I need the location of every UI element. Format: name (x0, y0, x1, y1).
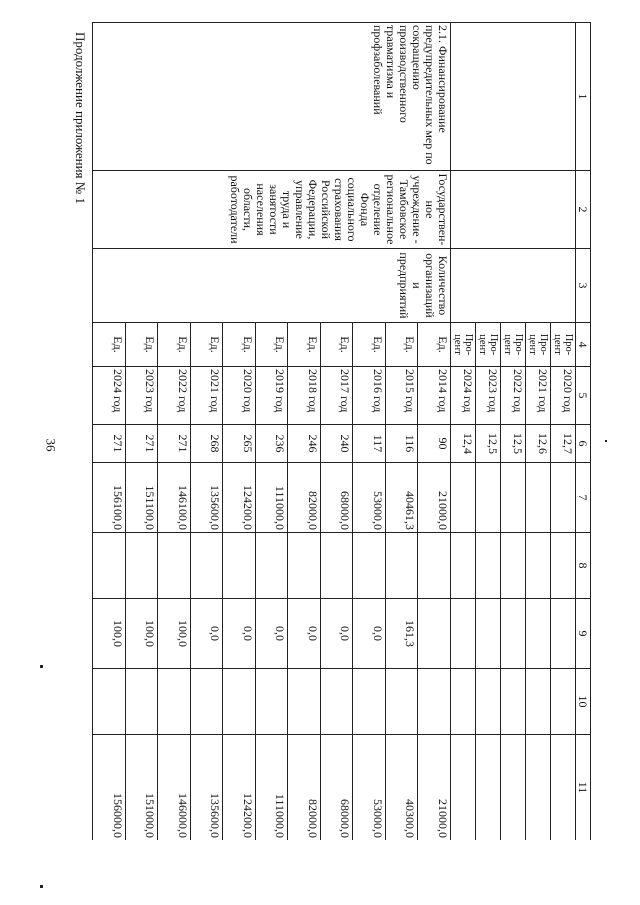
count-cell: 90 (418, 425, 451, 463)
indicator-cell: Количество организаций и предприятий (93, 249, 451, 323)
unit-cell: Ед. (288, 323, 321, 367)
count-cell: 271 (125, 425, 158, 463)
unit-cell: Ед. (320, 323, 353, 367)
unit-cell: Ед. (190, 323, 223, 367)
value-cell: 156000,0 (93, 735, 126, 841)
blank-cell (551, 599, 576, 669)
value-cell (158, 669, 191, 735)
value-cell: 161,3 (385, 599, 418, 669)
year-cell: 2015 год (385, 367, 418, 425)
scan-speck (40, 885, 43, 888)
year-cell: 2024 год (93, 367, 126, 425)
value-cell (93, 669, 126, 735)
unit-cell: Ед. (93, 323, 126, 367)
value-cell: 0,0 (353, 599, 386, 669)
year-cell: 2014 год (418, 367, 451, 425)
col-num: 2 (576, 171, 591, 249)
value-cell (385, 533, 418, 599)
value-cell: 68000,0 (320, 735, 353, 841)
value-cell: 151100,0 (125, 463, 158, 533)
measure-name-cell: 2.1. Финансирование предупредительных мер по сокращению производственного травматизма и профзаболеваний (93, 23, 451, 171)
blank-cell (451, 599, 476, 669)
value-cell: 0,0 (190, 599, 223, 669)
value-cell: 53000,0 (353, 735, 386, 841)
value-cell: 124200,0 (223, 463, 256, 533)
year-cell: 2023 год (125, 367, 158, 425)
value-cell: 0,0 (223, 599, 256, 669)
col-num: 10 (576, 669, 591, 735)
year-cell: 2023 год (476, 367, 501, 425)
blank-cell (501, 669, 526, 735)
unit-cell: Ед. (418, 323, 451, 367)
unit-cell: Про-цент (526, 323, 551, 367)
value-cell: 12,5 (476, 425, 501, 463)
count-cell: 246 (288, 425, 321, 463)
rotated-table-frame (92, 22, 591, 840)
percent-row (551, 23, 576, 841)
value-cell: 12,6 (526, 425, 551, 463)
blank-cell (476, 533, 501, 599)
count-cell: 265 (223, 425, 256, 463)
year-cell: 2022 год (158, 367, 191, 425)
blank-cell (501, 599, 526, 669)
blank-cell (551, 735, 576, 841)
value-cell: 146000,0 (158, 735, 191, 841)
value-cell: 12,5 (501, 425, 526, 463)
year-cell: 2017 год (320, 367, 353, 425)
col-num: 9 (576, 599, 591, 669)
value-cell: 146100,0 (158, 463, 191, 533)
col-num: 8 (576, 533, 591, 599)
unit-cell: Ед. (353, 323, 386, 367)
unit-cell: Ед. (125, 323, 158, 367)
col-num: 1 (576, 23, 591, 171)
value-cell: 82000,0 (288, 735, 321, 841)
blank-cell (526, 599, 551, 669)
value-cell (418, 599, 451, 669)
value-cell: 21000,0 (418, 735, 451, 841)
blank-cell (551, 533, 576, 599)
value-cell: 0,0 (255, 599, 288, 669)
value-cell: 0,0 (288, 599, 321, 669)
blank-cell (451, 171, 576, 249)
value-cell: 40300,0 (385, 735, 418, 841)
year-cell: 2019 год (255, 367, 288, 425)
value-cell: 21000,0 (418, 463, 451, 533)
value-cell (190, 533, 223, 599)
value-cell: 111000,0 (255, 463, 288, 533)
value-cell (190, 669, 223, 735)
value-cell (320, 533, 353, 599)
count-cell: 117 (353, 425, 386, 463)
blank-cell (526, 533, 551, 599)
blank-cell (501, 463, 526, 533)
value-cell: 53000,0 (353, 463, 386, 533)
year-cell: 2020 год (551, 367, 576, 425)
blank-cell (501, 533, 526, 599)
value-cell (223, 533, 256, 599)
scan-speck (40, 665, 43, 668)
unit-cell: Ед. (255, 323, 288, 367)
value-cell: 100,0 (158, 599, 191, 669)
value-cell: 12,4 (451, 425, 476, 463)
blank-cell (451, 249, 576, 323)
unit-cell: Ед. (385, 323, 418, 367)
value-cell (255, 533, 288, 599)
col-num: 5 (576, 367, 591, 425)
blank-cell (451, 533, 476, 599)
col-num: 11 (576, 735, 591, 841)
blank-cell (551, 669, 576, 735)
value-cell (288, 669, 321, 735)
count-cell: 116 (385, 425, 418, 463)
value-cell: 0,0 (320, 599, 353, 669)
col-num: 6 (576, 425, 591, 463)
value-cell (125, 669, 158, 735)
blank-cell (476, 735, 501, 841)
unit-cell: Про-цент (451, 323, 476, 367)
col-num: 4 (576, 323, 591, 367)
unit-cell: Про-цент (501, 323, 526, 367)
blank-cell (451, 735, 476, 841)
value-cell: 151000,0 (125, 735, 158, 841)
program-table (92, 22, 591, 840)
value-cell: 135600,0 (190, 735, 223, 841)
count-cell: 268 (190, 425, 223, 463)
value-cell (158, 533, 191, 599)
column-number-row (576, 23, 591, 841)
data-row (418, 23, 451, 841)
value-cell: 135600,0 (190, 463, 223, 533)
value-cell: 100,0 (93, 599, 126, 669)
unit-cell: Ед. (223, 323, 256, 367)
year-cell: 2024 год (451, 367, 476, 425)
year-cell: 2021 год (526, 367, 551, 425)
value-cell (320, 669, 353, 735)
count-cell: 271 (158, 425, 191, 463)
table-viewport (92, 22, 591, 840)
scan-speck (605, 440, 607, 442)
blank-cell (451, 463, 476, 533)
value-cell (223, 669, 256, 735)
blank-cell (476, 669, 501, 735)
executor-cell: Государствен-ное учреждение - Тамбовское региональное отделение Фонда социального страхования Российской Федерации, управление труда и занятости населения области, работодатели (93, 171, 451, 249)
value-cell (353, 669, 386, 735)
blank-cell (451, 669, 476, 735)
value-cell: 82000,0 (288, 463, 321, 533)
value-cell (93, 533, 126, 599)
year-cell: 2021 год (190, 367, 223, 425)
value-cell (288, 533, 321, 599)
blank-cell (476, 463, 501, 533)
value-cell: 111000,0 (255, 735, 288, 841)
unit-cell: Ед. (158, 323, 191, 367)
blank-cell (451, 23, 576, 171)
blank-cell (526, 669, 551, 735)
value-cell (418, 669, 451, 735)
value-cell: 100,0 (125, 599, 158, 669)
blank-cell (551, 463, 576, 533)
year-cell: 2020 год (223, 367, 256, 425)
value-cell: 156100,0 (93, 463, 126, 533)
value-cell: 68000,0 (320, 463, 353, 533)
continuation-caption: Продолжение приложения № 1 (73, 32, 88, 204)
year-cell: 2016 год (353, 367, 386, 425)
blank-cell (501, 735, 526, 841)
blank-cell (526, 735, 551, 841)
value-cell: 12,7 (551, 425, 576, 463)
blank-cell (526, 463, 551, 533)
unit-cell: Про-цент (551, 323, 576, 367)
value-cell (385, 669, 418, 735)
col-num: 3 (576, 249, 591, 323)
value-cell (255, 669, 288, 735)
value-cell: 124200,0 (223, 735, 256, 841)
count-cell: 236 (255, 425, 288, 463)
year-cell: 2022 год (501, 367, 526, 425)
page-number: 36 (43, 438, 59, 452)
value-cell (125, 533, 158, 599)
value-cell (353, 533, 386, 599)
value-cell: 40461,3 (385, 463, 418, 533)
unit-cell: Про-цент (476, 323, 501, 367)
col-num: 7 (576, 463, 591, 533)
count-cell: 271 (93, 425, 126, 463)
value-cell (418, 533, 451, 599)
blank-cell (476, 599, 501, 669)
count-cell: 240 (320, 425, 353, 463)
year-cell: 2018 год (288, 367, 321, 425)
